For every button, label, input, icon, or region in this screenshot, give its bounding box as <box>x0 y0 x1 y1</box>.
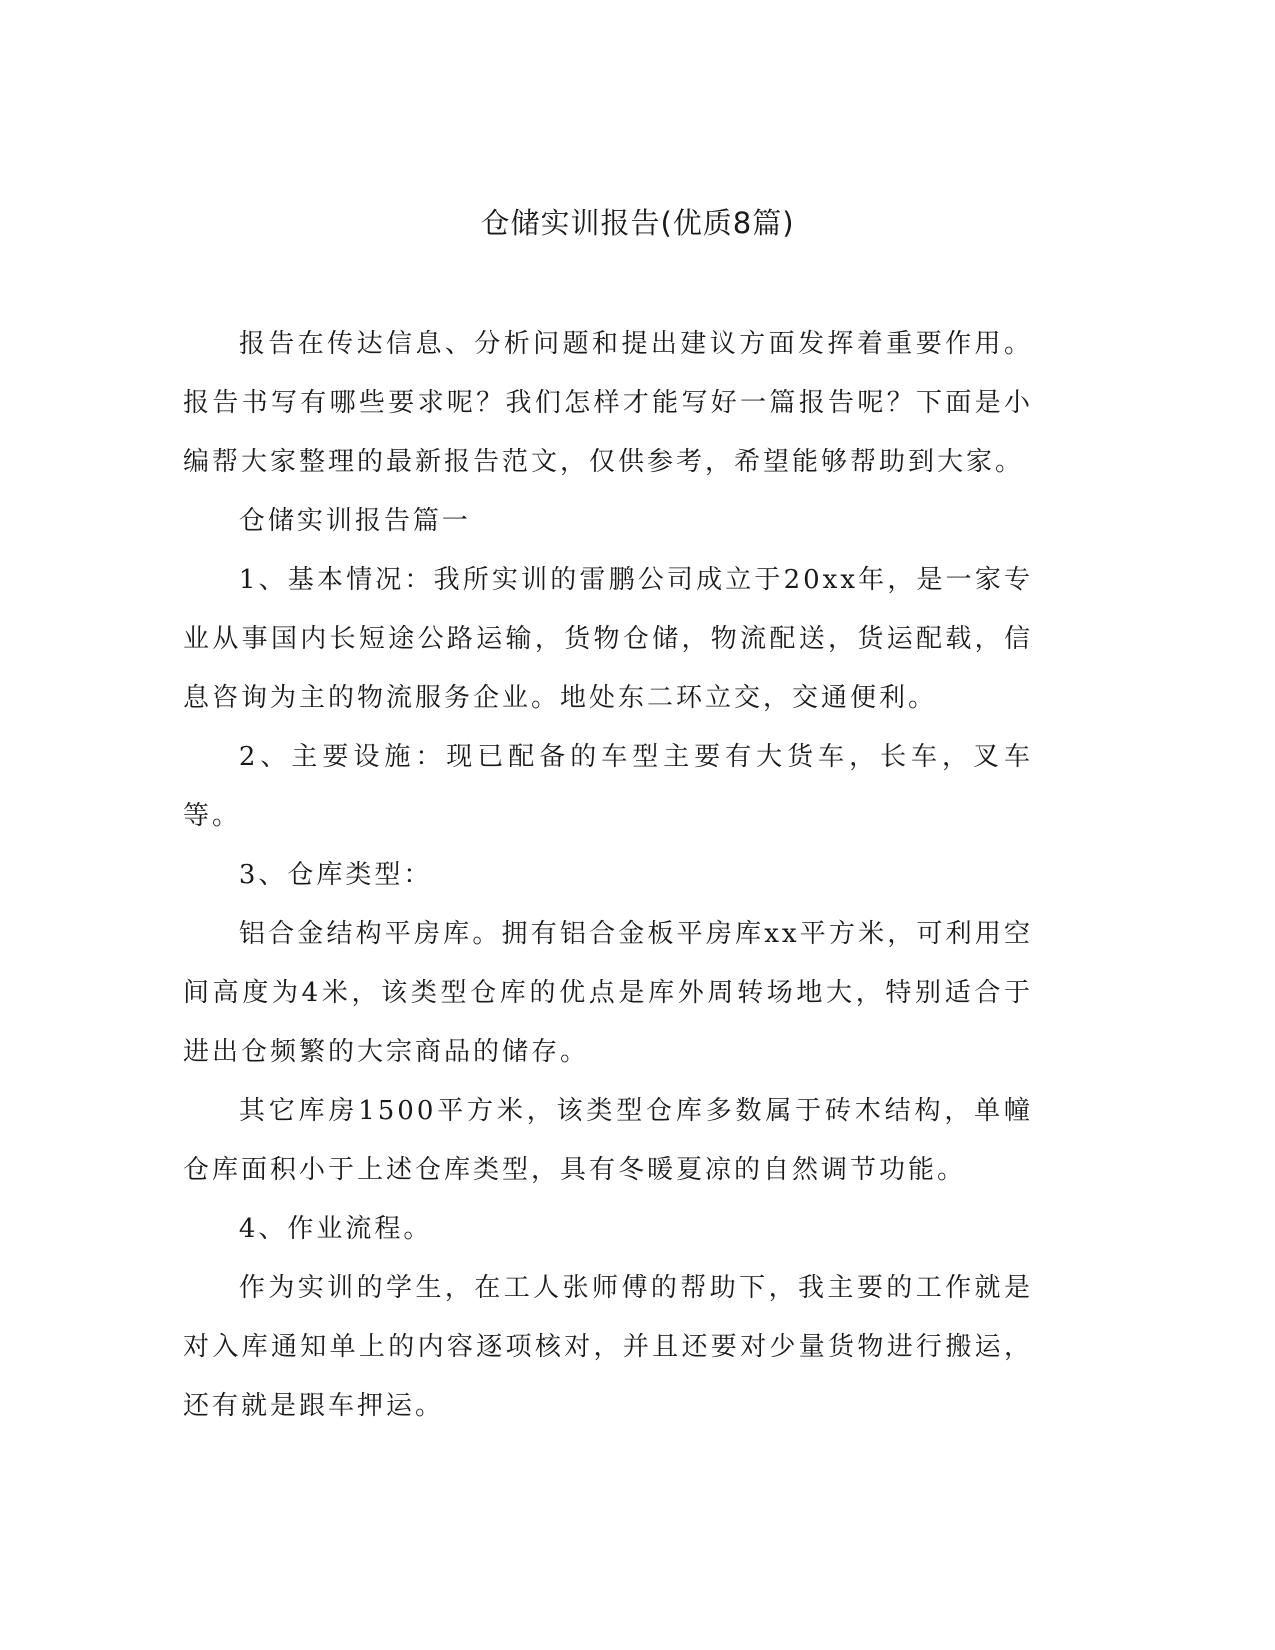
facilities-paragraph: 2、主要设施：现已配备的车型主要有大货车，长车，叉车等。 <box>183 742 1033 831</box>
aluminum-warehouse-paragraph: 铝合金结构平房库。拥有铝合金板平房库xx平方米，可利用空间高度为4米，该类型仓库的优点是库外周转场地大，特别适合于进出仓频繁的大宗商品的储存。 <box>183 919 1033 1067</box>
document-title: 仓储实训报告(优质8篇) <box>480 206 795 240</box>
section-heading: 仓储实训报告篇一 <box>238 506 471 536</box>
other-warehouse-paragraph: 其它库房1500平方米，该类型仓库多数属于砖木结构，单幢仓库面积小于上述仓库类型，具有冬暖夏凉的自然调节功能。 <box>183 1096 1033 1185</box>
workflow-heading: 4、作业流程。 <box>238 1214 433 1244</box>
warehouse-type-heading: 3、仓库类型： <box>238 860 433 890</box>
workflow-paragraph: 作为实训的学生，在工人张师傅的帮助下，我主要的工作就是对入库通知单上的内容逐项核对，并且还要对少量货物进行搬运，还有就是跟车押运。 <box>183 1273 1033 1421</box>
intro-paragraph: 报告在传达信息、分析问题和提出建议方面发挥着重要作用。报告书写有哪些要求呢？我们怎样才能写好一篇报告呢？下面是小编帮大家整理的最新报告范文，仅供参考，希望能够帮助到大家。 <box>183 329 1033 477</box>
basic-info-paragraph: 1、基本情况：我所实训的雷鹏公司成立于20xx年，是一家专业从事国内长短途公路运输，货物仓储，物流配送，货运配载，信息咨询为主的物流服务企业。地处东二环立交，交通便利。 <box>183 565 1033 713</box>
document-body <box>183 315 1033 1436</box>
